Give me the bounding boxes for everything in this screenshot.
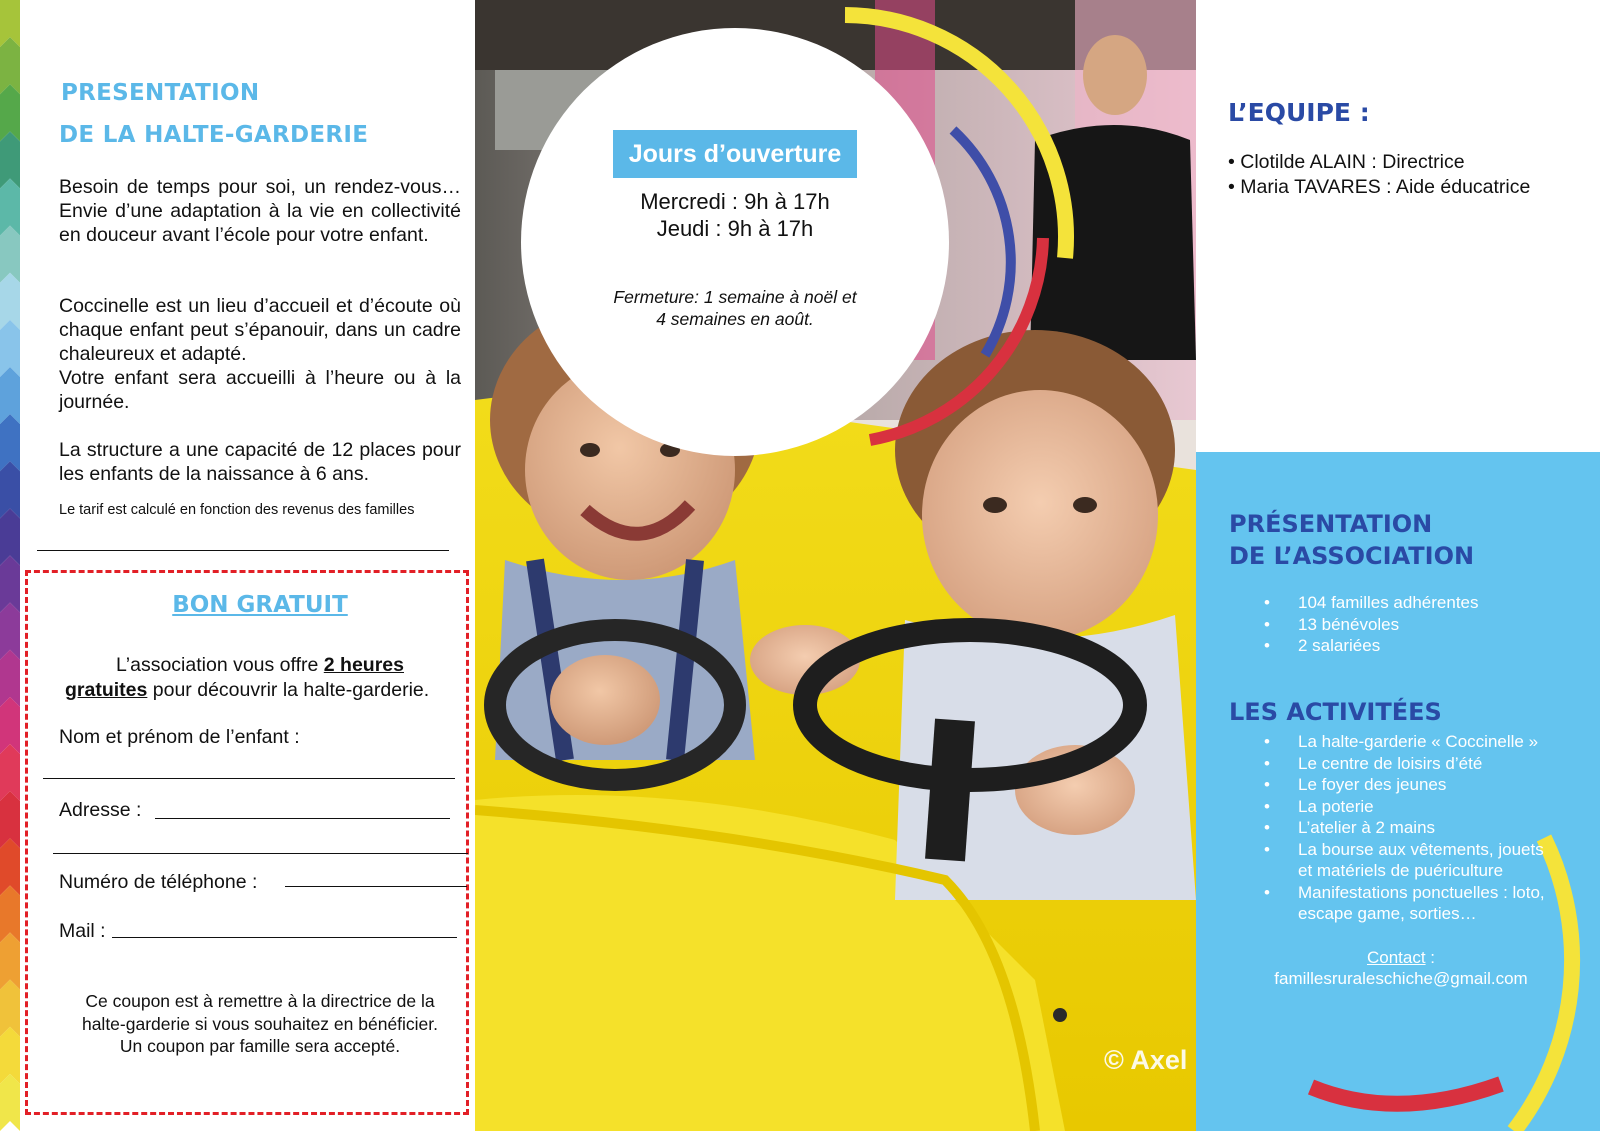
tariff-note: Le tarif est calculé en fonction des revenus des familles xyxy=(59,502,415,518)
presentation-title-line1: PRESENTATION xyxy=(61,80,260,106)
coupon-title: BON GRATUIT xyxy=(172,592,348,618)
coupon-footer-line1: Ce coupon est à remettre à la directrice de la xyxy=(85,991,435,1011)
list-item: • La bourse aux vêtements, jouets xyxy=(1264,839,1544,859)
opening-hours-thursday: Jeudi : 9h à 17h xyxy=(656,216,814,241)
list-item-continuation: et matériels de puériculture xyxy=(1298,861,1504,880)
association-title xyxy=(1229,508,1474,572)
list-item: • Le foyer des jeunes xyxy=(1264,775,1447,794)
list-item: • Manifestations ponctuelles : loto, xyxy=(1264,882,1545,902)
list-item: • L’atelier à 2 mains xyxy=(1264,818,1436,837)
team-list xyxy=(1228,150,1530,200)
offer-suffix: pour découvrir la halte-garderie. xyxy=(147,679,430,701)
chevron-segment xyxy=(0,1074,20,1131)
team-member xyxy=(1228,150,1530,175)
photo-credit: © Axel xyxy=(1104,1045,1188,1075)
bullet-icon: • xyxy=(1264,593,1270,612)
opening-hours xyxy=(560,188,910,242)
address-label: Adresse : xyxy=(59,799,142,821)
bullet-icon: • xyxy=(1228,151,1235,173)
coupon-footer xyxy=(40,990,480,1058)
list-item-continuation: escape game, sorties… xyxy=(1298,904,1477,923)
presentation-title-line2: DE LA HALTE-GARDERIE xyxy=(59,122,369,148)
closing-note xyxy=(590,286,880,330)
coupon-offer-line1 xyxy=(25,653,495,677)
bullet-icon: • xyxy=(1264,882,1270,902)
offer-hours: 2 heures xyxy=(323,654,404,676)
list-item: • La halte-garderie « Coccinelle » xyxy=(1264,732,1539,751)
coupon-footer-line3: Un coupon par famille sera accepté. xyxy=(119,1036,401,1056)
opening-hours-wednesday: Mercredi : 9h à 17h xyxy=(640,189,830,214)
list-item: • 2 salariées xyxy=(1264,636,1381,655)
list-item: • 13 bénévoles xyxy=(1264,614,1400,634)
bullet-icon: • xyxy=(1228,176,1235,198)
team-title: L’EQUIPE : xyxy=(1228,98,1370,127)
list-item: • La poterie xyxy=(1264,796,1374,816)
association-title-line1: PRÉSENTATION xyxy=(1229,510,1433,538)
contact-label-line: Contact : xyxy=(1366,948,1436,967)
association-title-line2: DE L’ASSOCIATION xyxy=(1229,542,1475,570)
bullet-icon: • xyxy=(1264,839,1270,859)
coccinelle-paragraph: Coccinelle est un lieu d’accueil et d’écoute où chaque enfant peut s’épanouir, dans un cadre chaleureux et adapté. xyxy=(59,295,461,365)
team-member xyxy=(1228,175,1530,200)
closing-line2: 4 semaines en août. xyxy=(656,309,814,329)
contact-block xyxy=(1226,947,1576,989)
capacity-paragraph: La structure a une capacité de 12 places pour les enfants de la naissance à 6 ans. xyxy=(59,439,461,485)
bullet-icon: • xyxy=(1264,753,1270,773)
hours-circle xyxy=(521,28,949,456)
welcome-paragraph: Votre enfant sera accueilli à l’heure ou à la journée. xyxy=(59,367,461,413)
offer-free: gratuites xyxy=(65,679,148,701)
bullet-icon: • xyxy=(1264,636,1270,655)
list-item: • 104 familles adhérentes xyxy=(1264,593,1479,612)
bullet-icon: • xyxy=(1264,732,1270,751)
child-name-field[interactable] xyxy=(43,778,455,779)
section-divider xyxy=(37,550,449,551)
bullet-icon: • xyxy=(1264,818,1270,837)
offer-prefix: L’association vous offre xyxy=(116,654,324,676)
phone-field[interactable] xyxy=(285,886,467,887)
bullet-icon: • xyxy=(1264,796,1270,816)
address-field[interactable] xyxy=(155,818,450,819)
activities-list xyxy=(1264,731,1594,925)
activities-title: LES ACTIVITÉES xyxy=(1229,698,1442,726)
mail-label: Mail : xyxy=(59,920,106,942)
association-list xyxy=(1264,592,1564,657)
mail-field[interactable] xyxy=(112,937,457,938)
coupon-offer-line2 xyxy=(65,678,485,702)
contact-label: Contact xyxy=(1366,948,1426,967)
coupon-footer-line2: halte-garderie si vous souhaitez en bénéficier. xyxy=(81,1013,439,1034)
address-field-line2[interactable] xyxy=(53,853,468,854)
closing-line1: Fermeture: 1 semaine à noël et xyxy=(613,287,857,307)
bullet-icon: • xyxy=(1264,614,1270,634)
team-member-name: Maria TAVARES : Aide éducatrice xyxy=(1240,176,1531,198)
list-item: • Le centre de loisirs d’été xyxy=(1264,753,1483,773)
contact-email[interactable]: famillesruraleschiche@gmail.com xyxy=(1274,969,1528,988)
rainbow-chevron-strip xyxy=(0,0,20,1131)
intro-paragraph: Besoin de temps pour soi, un rendez-vous… Envie d’une adaptation à la vie en collectivité en douceur avant l’école pour votre enfant. xyxy=(59,176,461,246)
bullet-icon: • xyxy=(1264,775,1270,794)
child-name-label: Nom et prénom de l’enfant : xyxy=(59,726,300,748)
phone-label: Numéro de téléphone : xyxy=(59,871,258,893)
opening-days-title: Jours d’ouverture xyxy=(613,130,857,178)
team-member-name: Clotilde ALAIN : Directrice xyxy=(1240,151,1465,173)
